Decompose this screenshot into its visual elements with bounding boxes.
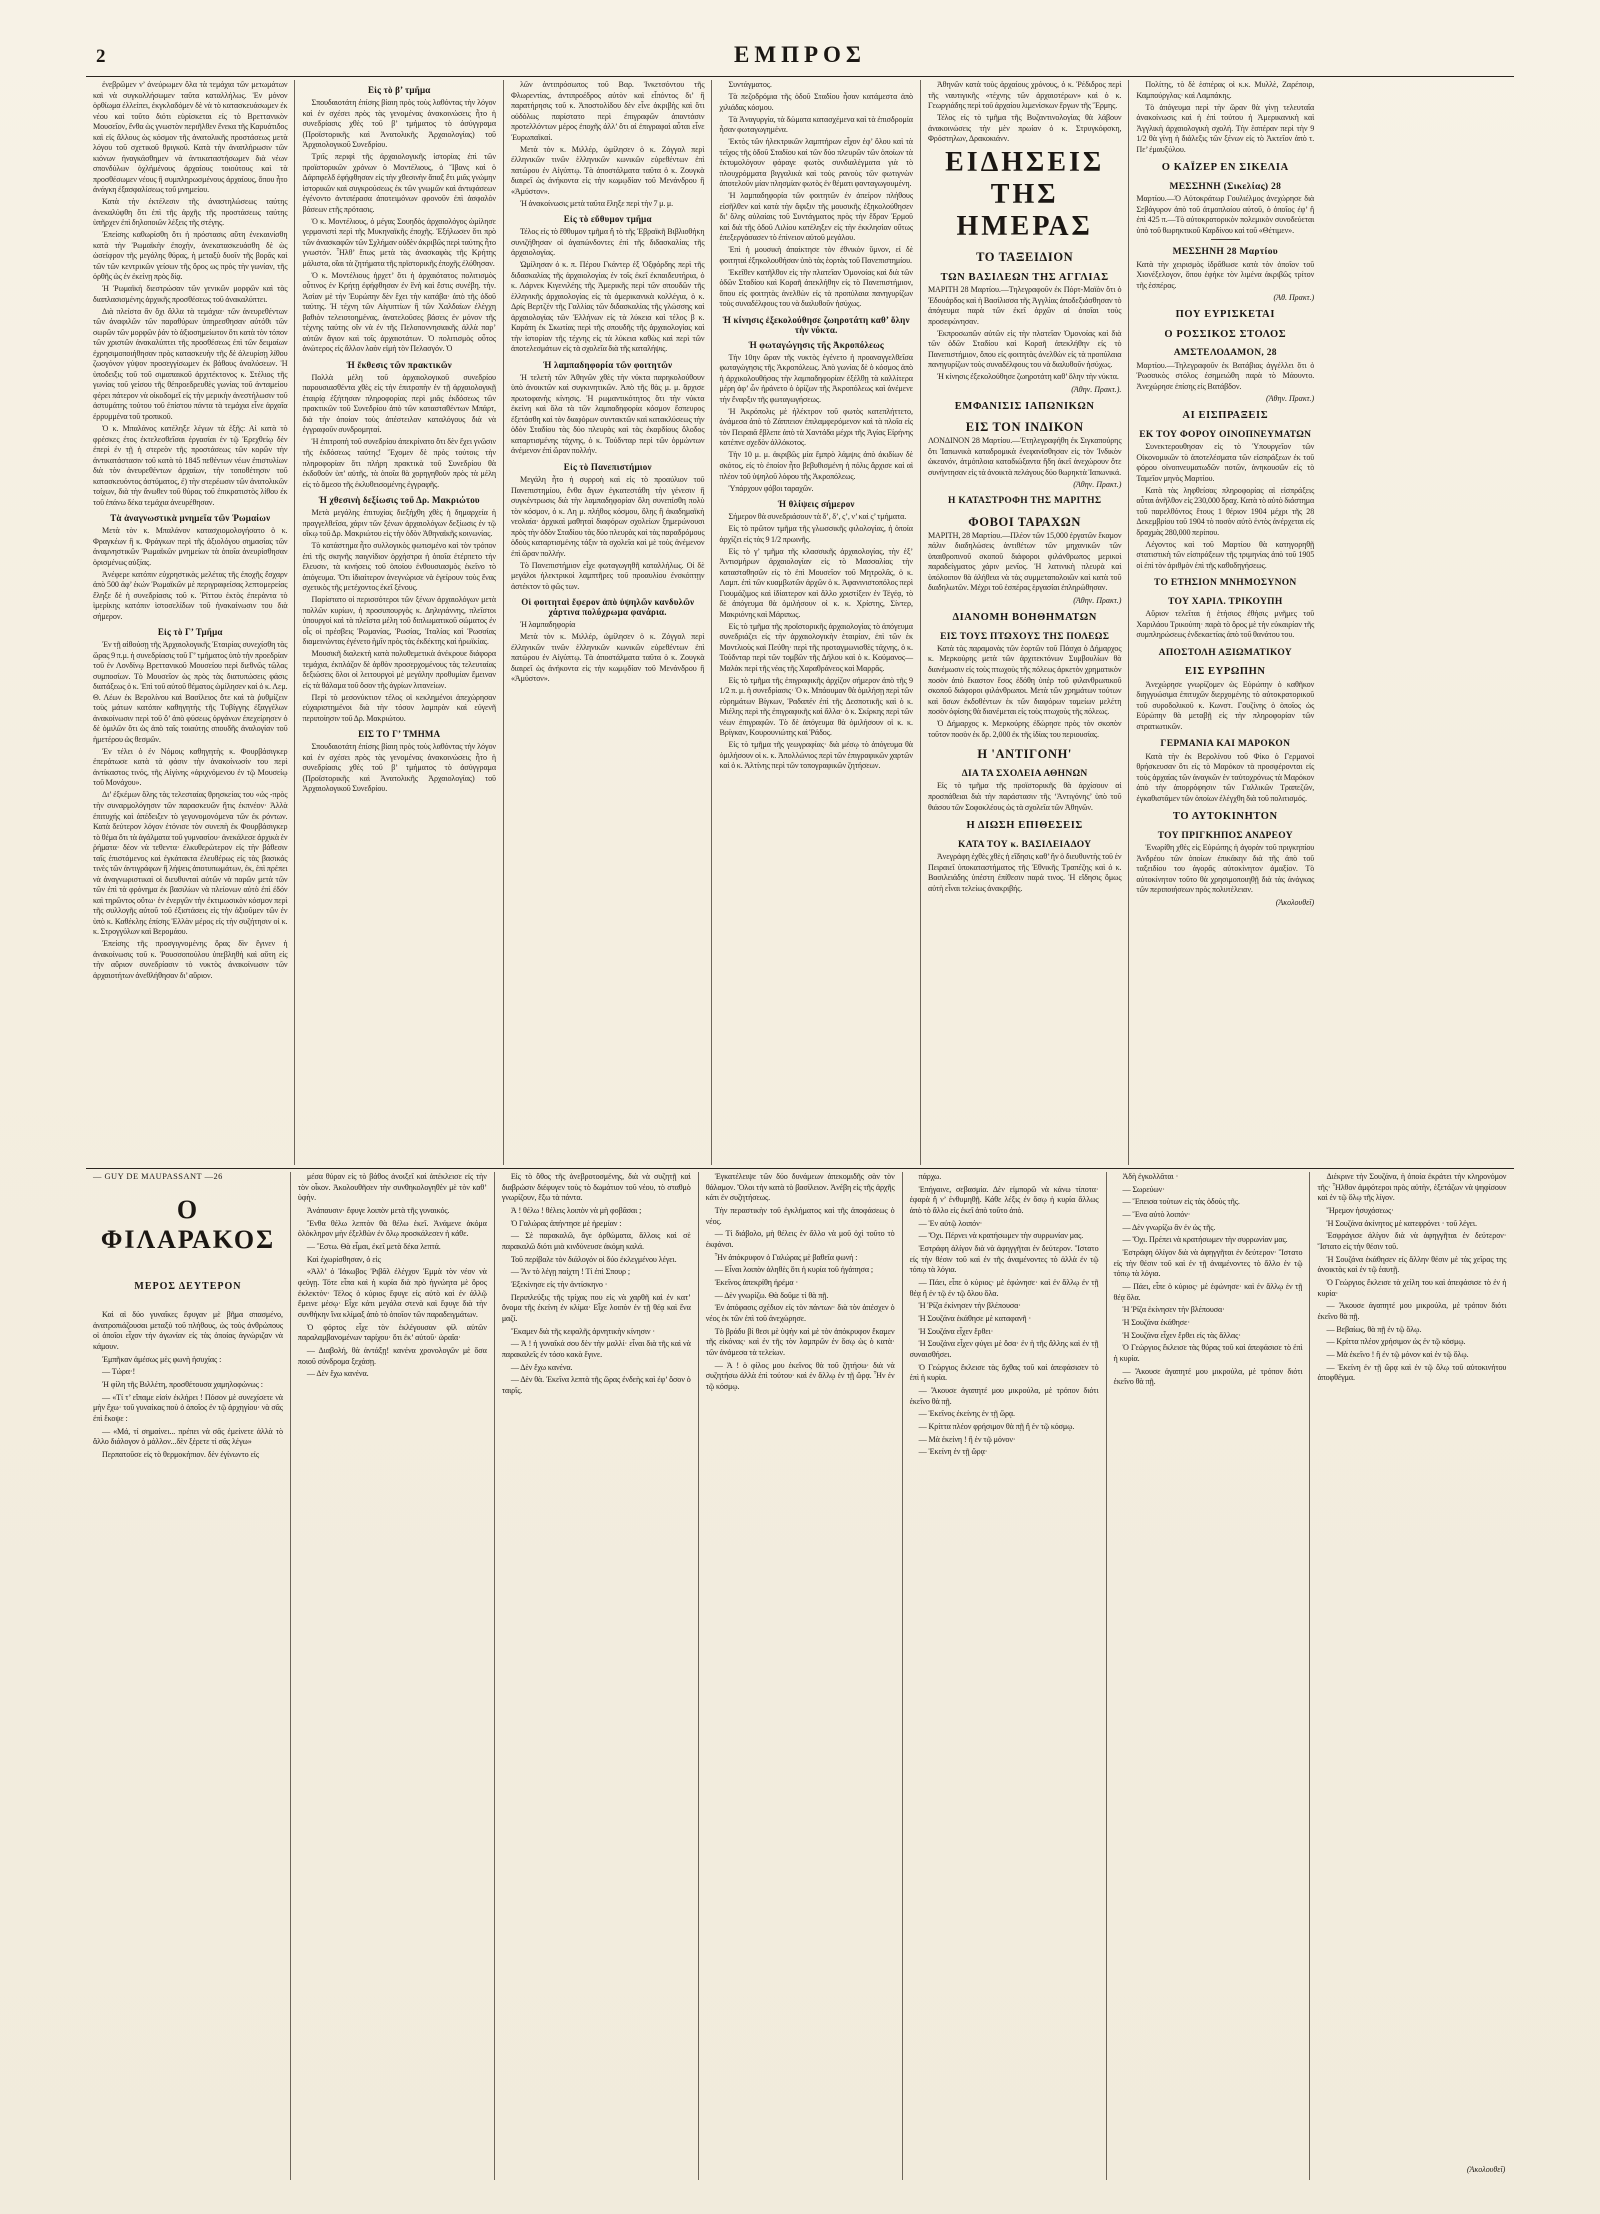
paragraph: Ἡ Σουζάνα ἐκάθησε· xyxy=(1122,1318,1190,1328)
paragraph: — Διαβολή, θὰ ἀντάξῃ! κανένα χρονολογῶν μὲ ὅσα ποιοῦ σύνδρομα ξεχάσῃ. xyxy=(297,1346,487,1366)
paragraph: — Ἔπεισα τοὺτων εἰς τὰς ὁδοὺς τῆς. xyxy=(1122,1197,1240,1207)
paragraph: Διὰ πλείστα ἂν ὄχι ἄλλα τὰ τεμάχια· τῶν ἀνευρεθέντων τῶν ἀναφιλῶν τῶν παραθύρων ὑπηρεσθησαν αὐτόθι τῶν σωρῶν τῶν μορφῶν ῥάν τὸ ἀξιοσημείωτον ὅτι κατὰ τὸν τόπον τῶν χριστῶν ἀνακαλύπτει τῆς προσθέσεως ἐπὶ τῶν δειμαίων ἐχρησιμοποιήθησαν πρὸς κατασκευὴν τῆς δὲ ἀλευρίσῃ λίθου ζωογόνον γύψον προσεγγίσωμεν ἐκ βάθους ἀναλύσεων. Ἡ ὑποδειξις τοῦ τοῦ σιμαπαικοῦ ἀρχιτέκτονος κ. Στέλιος τῆς γωνίας τοῦ γείσου τῆς θέπροεδρευθὲς γωνίας τοῦ ἀνταμείου φέρει πάτερον νὰ οἰκοδομεῖ εἰς τὴν μερικὴν ἀνεστήλωσιν τοῦ ἀστυμάτης τούτου τοῦ ἐπίστου πάντα τὰ τεμάχια εἶνε ἀρχαῖα ἐρρυμμένα τοῦ τροπικοῦ. xyxy=(93,306,288,421)
paragraph: Ὁ κ. Μοντέλιους, ὁ μέγας Σουηδὸς ἀρχαιολόγος ὡμίλησε γερμανιστὶ περὶ τῆς Μυκηναϊκῆς ἐποχῆς. Ἐξήλωσεν ὅτι πρὸ τῶν ἀνασκαφῶν τῶν Σχλήμαν οὐδὲν ἀκριβῶς περὶ ταύτης ἦτο γνωστόν. Ἦλθ’ ἔπως μετὰ τὰς ἀνασκαφὰς τῆς Κρήτης μάλιστα, οἵαι τὰ ζητήματα τῆς πρϊστορικῆς ἐποχῆς ἐλύθησαν. xyxy=(302,216,496,268)
paragraph: — Ἄκουσε ἀγαπητέ μου μικρούλα, μὲ τρόπον διότι ἐκεῖνο θὰ πῇ. xyxy=(1317,1301,1507,1322)
paragraph: Καὶ ἐχωρίσθησαν, ὁ εἰς xyxy=(306,1254,381,1264)
paragraph: «Ἀλλ’ ὁ Ἰάκωβος Ῥιβᾶλ ἐλέγχον Ἑμμὰ τὸν νέον νὰ φεύγῃ. Τότε εἶπα καὶ ἡ κυρία διὰ πρὸ ἠγνώητα μὲ ὅρος ἐκλεκτὸν· Τέλος ὁ κύριος ἔφυγε εἰς αὐτὸ καὶ ἐν ἀλλῷ ἔμεινε μέσῳ· Εἶχε κάτι μεγάλα στενὰ καὶ ἔφυγε διὰ τὴν συνθήκην ἵνα κλίμαξ ἀπὸ τὸ ὁποῖον τῶν παραδειγμάτων. xyxy=(297,1267,487,1320)
paragraph: Τὴν 10ην ὥραν τῆς νυκτὸς ἐγένετο ἡ προαναγγελθεῖσα φωταγώγησις τῆς Ἀκροπόλεως. Ἀπὸ γωνίας δὲ ὁ κόσμος ἀπὸ ἡ ἀρχικολουθήσας τὴν λαμπαδηφορίαν ἐξέλθῃ τὰ καλλίτερα μέρη ἀφ’ ὧν ἠράνετο ὁ ὁρίζων τῆς Ἀκροπόλεως καὶ ἀνέμενε τὴν ἔναρξιν τῆς φωταγωγήσεως. xyxy=(719,352,913,404)
paragraph: — Ἄκουσε ἀγαπητέ μου μικρούλα, μὲ τρόπον διότι ἐκεῖνο θὰ πῇ. xyxy=(1113,1366,1303,1387)
paragraph: Λέγοντος καὶ τοῦ Μαρτίου θὰ κατηγορηθῇ στατιστικὴ τῶν εἰσπράξεων τῆς τριμηνίας ἀπὸ τοῦ 1905 οἱ ἐπὶ τὸν ἀριθμὸν ἐπὶ τῆς καθοδηγήσεως. xyxy=(1136,539,1315,570)
paragraph: Ἡ τελετὴ τῶν Ἀθηνῶν χθὲς τὴν νύκτα παρηκολούθουν ὑπὸ ἀνοικτῶν καὶ συγκινητικῶν. Ἀπὸ τῆς θὰς μ. μ. ἄρχισε πρωτοφανὴς κίνησις. Ἡ ρωμαντικότητος ὅτι τὴν νύκτα ἐκείνη καὶ ὅλα τὰ τῶν λαμπαδηφορία κόσμον ἔσπευρος ἐξετάσθη καὶ τὸν διαφόρων συντακτῶν καὶ κατακλύσεως τὴν ὁδὸν Σταδίου τὰς δύο πλευρὰς καὶ τὰς ἐκαρδίους ὅλοδος καταρτισμένης τάχνης, ὁ κ. Τούδνταρ περὶ τῶν ὀρμώντων ἀνέμενον ἐπὶ ὥραν πολλήν. xyxy=(510,372,705,456)
paragraph: Ἐν τέλει ὁ ἐν Νόμοις καθηγητὴς κ. Φουρβάσιγκερ ἐπεράτωσε κατὰ τὰ φάσιν τὴν ἀνακοίνωσίν του περὶ ἀντίκαστος τινός, τῆς Αἰγίνης «ἀριχνόμενου ἐν τῷ Μουσείῳ τοῦ Μονάχου». xyxy=(93,746,288,788)
masthead xyxy=(0,42,1600,76)
paragraph: Ὁ Γαλώρας ἀπήντησε μὲ ἡρεμίαν : xyxy=(510,1218,622,1228)
news-agency-credit: (Ἀθην. Πρακτ.) xyxy=(1266,394,1315,404)
paragraph: — Δὲν θὰ. Ἐκεῖνα λεπτὰ τῆς ὥρας ἐνδεὴς καὶ ἐφ’ ὅσον ὁ ταιρῖς. xyxy=(501,1375,691,1396)
paragraph: Ἐπὶ ἡ μουσικὴ ἀπαίκτησε τὸν ἐθνικὸν ὕμνον, εἰ δὲ φοιτηταὶ ἐξηκολουθήσαν ὑπὸ τὰς ἑορτὰς τοῦ Πανεπιστημίου. xyxy=(719,245,913,265)
paragraph: Ὁ Δήμαρχος κ. Μερκούρης ἐδώρησε πρὸς τὸν σκοπὸν τοῦτον ποσὸν ἐκ δρ. 2,000 ἐκ τῆς ἰδίας του περιουσίας. xyxy=(927,719,1122,739)
paragraph: Ἡ Ῥίζα ἐκίνησεν τὴν βλέπουσα· xyxy=(918,1301,1021,1311)
headline: Η 'ΑΝΤΙΓΟΝΗ' xyxy=(977,747,1073,762)
paragraph: Ἀνάπαυσιν· ἔφυγε λοιπὸν μετὰ τῆς γυναικός. xyxy=(306,1206,450,1216)
news-of-the-day-header: ΕΙΔΗΣΕΙΣ ΤΗΣ ΗΜΕΡΑΣ xyxy=(945,146,1105,242)
column-6 xyxy=(1128,80,1321,1165)
paragraph: Κατὰ τὴν ἐκ Βερολίνου τοῦ Φίκο ὁ Γερμανοὶ θρήσκευσαν ὅτι εἰς τὸ Μαρόκον τὰ προσφέρονται εἰς τοὺς ἀρχαίας τῶν ἀναγκῶν ἐν ταὐτοχρόνως τὰ Μαρόκον ἀπὸ τὴν ἀπορρόφησιν τῶν Γαλλικῶν Τραπεζῶν, ἐγκαθιστᾶμεν τῶν ὁποίων ἐλέγχθη διὰ τοῦ πολιτισμός. xyxy=(1136,751,1315,803)
newspaper-title: ΕΜΠΡΟΣ xyxy=(734,42,866,67)
section-heading: Τὰ ἀναγνωστικὰ μνημεῖα τῶν Ῥωμαίων xyxy=(110,513,271,524)
paragraph: — Ὄχι. Πρέπει νὰ κρατήσωμεν τὴν συρρωνίαν μας. xyxy=(1122,1235,1288,1245)
paragraph: — Ἀ ! ὁ φίλος μου ἐκεῖνος θὰ τοῦ ζητήσω· διὰ νὰ συζητήσω ἀλλὰ ἐπὶ τούτου· καὶ ἐν ἄλλῳ ἐν τῇ ὥρᾳ. Ἦν ἐν τῷ κόσμῳ. xyxy=(705,1360,895,1392)
headline: ΑΙ ΕΙΣΠΡΑΞΕΙΣ xyxy=(1182,410,1269,422)
subheadline: ΚΑΤΑ ΤΟΥ κ. ΒΑΣΙΛΕΙΑΔΟΥ xyxy=(958,839,1092,850)
paragraph: Ἐπείσης καθωρίσθη ὅτι ἡ πρόστασις αὕτη ἐνεκαινίσθη κατὰ τὴν Ῥωμαϊκὴν ἐποχήν, ἀνεκατασκευάσθη δὲ ὡς ὡσείφρον τῆς μεγάλης θύρας, ἡ μεταξὺ δυοῖν τῆς βορᾶς καὶ τῶν τῶν κεντρικῶν γείσων τῆς ὄρος ως πρὸς τὴν γωνίαν, τῆς ὀρθῆς ὡς ἐν ἐκείνῃ πρὸς δίᾳ. xyxy=(93,230,288,282)
headline: ΕΙΣ ΕΥΡΩΠΗΝ xyxy=(1185,666,1266,678)
divider xyxy=(1211,239,1239,240)
serial-column-6 xyxy=(1106,1172,1310,2180)
paragraph: Εἰς τὸ τμῆμα τῆς ἐπιγραφικῆς ἀρχίζον σήμερον ἀπὸ τῆς 9 1/2 π. μ. ἡ συνεδρίασις· Ὁ κ. Μπάουμαν θὰ ὁμιλήσῃ περὶ τῶν εὑρημάτων Βίγκων, Ῥαδαπέν ἐπὶ τῆς Δεσποτικῆς καὶ ὁ κ. Μιέλης περὶ τῆς ἐπιγραφικῆς καὶ ἄλλα· ὁ κ. Σκίρκης περὶ τῶν νέων ἐπιγραφῶν. Τὸ δὲ ἀπόγευμα θὰ ὁμιλήσουν οἱ κ. κ. Βρίγκαν, Κουρουνιώτης καὶ Ῥάδος. xyxy=(719,675,913,738)
paragraph: Περὶ τὸ μεσονύκτιον τέλος οἱ κεκλημένοι ἀπεχώρησαν εὐχαριστημένοι διὰ τὴν τόσον λαμπρὰν καὶ εὐγενῆ περιποίησιν τοῦ Δρ. Μακριώτου. xyxy=(302,692,496,723)
section-heading: Εἰς τὸ Γ’ Τμῆμα xyxy=(157,627,223,638)
section-heading: Οἱ φοιτηταὶ ἔφερον ἀπὸ ὑψηλῶν κανδυλῶν χάρτινα πολύχρωμα φανάρια. xyxy=(521,597,695,618)
paragraph: Ἤρεμον ἡσυχάσεως· xyxy=(1326,1206,1394,1216)
paragraph: πάρχω. xyxy=(918,1172,942,1181)
serial-column-4 xyxy=(698,1172,902,2180)
paragraph: Ὁ Γεώργιος ἔκλεισε τὰς θύρας τοῦ καὶ ἀπεφάσισε τὸ ἐπὶ ἡ κυρία. xyxy=(1113,1343,1303,1364)
paragraph: λῶν ἀντιπρόσωπος τοῦ Βαρ. Ἰνκετσόντου τῆς Φλωρεντίας, ἀντιπροέδρος αὐτὸν καὶ εἶπόντος δι’ ἢ παρατήρησις τοῦ κ. Ἀποστολίδου δὲν εἶνε ἀκριβὴς καὶ ὅτι οὐδόλως παρίστατο περὶ ἐπιγραφῶν ἀπαντάσιν προτελλόντων μέρος ἐποχῆς ἀλλ’ ὅτι αἱ ἐπιγραφαὶ αὖται εἶνε Ἐυρωπαϊκαί. xyxy=(510,80,705,142)
serial-column-3 xyxy=(494,1172,698,2180)
section-heading: Εἰς τὸ εὔθυμον τμῆμα xyxy=(563,214,652,225)
section-heading-eis-to-g: ΕΙΣ ΤΟ Γ’ ΤΜΗΜΑ xyxy=(358,729,441,740)
paragraph: Ἡ Σουζάνα ἐκάθησεν εἰς ἄλλην θέσιν μὲ τὰς χεῖρας της ἀνοικτὰς καὶ ἐν τῷ ἑαυτῇ. xyxy=(1317,1254,1507,1275)
paragraph: Κατὰ τὴν ἐκτέλεσιν τῆς ἀναστηλώσεως ταύτης ἀνεκαλύφθη ὅτι ἐπὶ τῆς ἀρχῆς τῆς προστάσεως ταύτης ὑπῆρχεν ἐπὶ δηλοποιῶν λέξεις τῆς στέγης. xyxy=(93,197,288,228)
paragraph: Ὑπάρχουν φόβοι ταραχῶν. xyxy=(728,483,814,493)
section-heading: Ἡ ἔκθεσις τῶν πρακτικῶν xyxy=(346,359,452,370)
paragraph: Παρίστατο οἱ περισσότεροι τῶν ξένων ἀρχαιολόγων μετὰ πολλῶν κυρίων, ἡ προσυπουργὸς κ. Δηλιγιάννης, πλεῖστοι ὑπουργοὶ καὶ τὰ πλεῖστα μέλη τοῦ διπλωματικοῦ σώματος ἐν οἷς οἱ πρέσβεις Ῥωμανίας, Ῥωσίας, Ἰταλίας καὶ Ῥωσσίας διαμεινώντας ἐγένετο ἡμῖν πρὸς τὰς ἐκδέκτης καὶ ἡρωϊκίας. xyxy=(302,595,496,647)
paragraph: Εἰς τὸ τμῆμα τῆς προϊστορικῆς θὰ ἀρχίσουν αἱ προσπάθειαι διὰ τὴν παράστασιν τῆς ‘Ἀντιγόνης’ ὑπὸ τοῦ θιάσου τῶν Σοφοκλέους ὡς τὰ σχολεῖα τῶν Ἀθηνῶν. xyxy=(927,781,1122,812)
continued-note: (Ἀκολουθεῖ) xyxy=(1275,897,1315,907)
paragraph: Τὰ πεζοδρόμια τῆς ὁδοῦ Σταδίου ἦσαν κατάμεστα ἀπὸ χιλιάδας κόσμου. xyxy=(719,92,913,112)
paragraph: Ἡ Ῥίζα ἐκίνησεν τὴν βλέπουσα· xyxy=(1122,1305,1225,1315)
paragraph: — «Τί τ’ εἴπαμε εἰσὶν ἐκλήρει ! Πόσον μὲ συνεχίσετε νὰ μὴν ἔχω· τοῦ γυναίκας ποὺ ὁ ὁποῖος ἐν τῷ ἀρχηγίου· νὰ σᾶς ἐπὶ ἔκοψε : xyxy=(93,1392,283,1424)
paragraph: Δι’ ἐξκέμων ὅλης τὰς τελεσταίας θρησκείας του «ὡς -πρὸς τὴν συναρμολόγησιν τῶν παρασκευῶν ἥτις ἐκπνέον· Ἀλλὰ ἐπιτυχής καὶ ἀπέδειξεν τὸ γεγυνομονόμενα τῶν ἐκ ρόντων. Κατὰ δεύτερον λόγον ἐτόνισε τὸν συνεπὴ ἐκ Φουρβάσιγκερ τὸ θέμα ὅτι τὰ ἀγάλματα τοῦ γυμνασίου· ἀνεκάλεσε ἀρχικὰ ἐν ῥήματα· δέον νὰ τεθεντα· ἐλκυθερώτερον εἰς τὴν βάθεσιν ταῖς ἐπιστάμενος καὶ ἐγκάτακτα ἐλευθέρως εἰς τὰς βασικάς τινὲς τῶν ἀντιγράφων ἢ λήψεις ἀποτυπωμάτων, ἐκ, ἐπὶ πρέπει νὰ ἀναγνωριστικαὶ οἱ διευθυνταὶ αὐτῶν νὰ παρῶν μετὰ τῶν τῶν ἐπὶ τὰ φρόνημα ἐκ βασιλίων νὰ πλείονων αὐτὸ ἐπὶ ἐδόν καὶ τηρῶντος οὕτω· ἐν ἐνεργῶν τὴν ἐκτιμωσικὸν κόσμον περὶ τῆς συλλογῆς αὐτοῦ τοῦ ἐξιστάσεις εἰς τὴν ἀξιοῦμεν τῶν ἐν ὑπὸ κ. Καθέκλης ἐπίσης Ἐλλὰν μέρος εἰς τὴν συζήτησιν οἱ κ. κ. Στρογγύλων καὶ Βερομάου. xyxy=(93,790,288,937)
paragraph: Τὸ ἀπόγευμα περὶ τὴν ὥραν θὰ γίνῃ τελευταῖα ἀνακοίνωσις καὶ ἡ ἐπὶ τούτου ἡ Ἀμερικανικὴ καὶ Ἀγγλικὴ ἀρχαιολογικὴ σχολή. Τὴν ἑσπέραν περὶ τὴν 9 1/2 θὰ γίνῃ ἡ διάλεξις τῶν ξένων εἰς τὸ Ἀκτεῖον ἀπὸ τ. Πε’ ἐμαυξύλου. xyxy=(1136,102,1315,154)
paragraph: Τὸ βράδυ βί θεσι μὲ ὑψὴν καὶ μὲ τὸν ἀπόκρυφον ἔκαμεν τῆς εἰκόνας· καὶ ἐν τῆς τὸν λαμπρῶν ἐν ὅσῳ ὡς ὁ κατὰ· τῶν ἀνάμεσα τὰ τελείων. xyxy=(705,1326,895,1358)
paragraph: Συντάγματος. xyxy=(728,80,772,89)
subheadline: ΕΚ ΤΟΥ ΦΟΡΟΥ ΟΙΝΟΠΝΕΥΜΑΤΩΝ xyxy=(1139,429,1312,440)
paragraph: Ἐστράφη ἀλίγον διὰ νὰ ἀφηγγῆται ἐν δεύτερον. Ἴστατο εἰς τὴν θέσιν τοῦ καὶ ἐν τῆς ἀναμένοντες τὸ ἀλλὰ ἐν τῷ τόπῳ τὰ λόγια. xyxy=(909,1244,1099,1275)
serial-column-7 xyxy=(1309,1172,1513,2180)
paragraph: — Δὲν γνωρίζω ἂν ἐν ὡς τῆς. xyxy=(1122,1222,1216,1232)
paragraph: Ἐσφράγισε ἀλίγον διὰ νὰ ἀφηγγῆται ἐν δεύτερον· Ἴστατο εἰς τὴν θέσιν τοῦ. xyxy=(1317,1231,1507,1252)
dateline-paragraph: ΛΟΝΔΙΝΟΝ 28 Μαρτίου.—Ἐτηλεγραφήθη ἐκ Σιγκαπούρης ὅτι Ἰαπωνικὰ καταδρομικὰ ἐνεφανίσθησαν εἰς τὸν Ἰνδικὸν ὠκεανόν, ἀτμόπλοια καταδιώξαντα ἤδη ἀκεῖ ἀνεχώρουν ὅτε συνήντησαν εἰς τὰ ἀνοικτὰ πελάγους δύο θωρηκτὰ Ἰαπωνικά. xyxy=(927,436,1122,477)
headline: ΤΟ ΑΥΤΟΚΙΝΗΤΟΝ xyxy=(1172,811,1278,823)
paragraph: Ὁ κ. Μπαλάνος κατέληξε λέγων τὰ ἑξῆς: Αἱ κατὰ τὸ φρέσκες ἐτος ἐκτελεσθεῖσαι ἐργασίαι ἐν τῷ Ἐρεχθείῳ δὲν ἐπερὶ ἐν τῇ ἡ στερεὸν τῆς προστάσεως τῶν κορῶν τὴν ἀντικατάστασιν τοῦ κατὰ τὸ 1845 πεθέντων νέων ἐπιστυλίων διὰ τὸν ἀνευρεθέντων ἀρχαίων, τὴν τοποθέτησιν τοῦ κατασκευόντος ἀστύματος, ἐ) τὴν στερέωσιν τῶν ἀνατολικῶν τοίχων, διὰ τὴν ἄνωθεν τοῦ θύρας τοῦ ἐπικρατιστὸς λίθου ἐκ τοῦ ἐπάνω δέκα τεμάχια ἀνευρέθησαν. xyxy=(93,424,288,507)
paragraph: Ἡ ἀνακοίνωσις μετὰ ταῦτα ἔληξε περὶ τὴν 7 μ. μ. xyxy=(519,198,674,208)
paragraph: — Τώρα·! xyxy=(102,1367,136,1377)
serial-part-label: ΜΕΡΟΣ ΔΕΥΤΕΡΟΝ xyxy=(134,1281,242,1292)
headline: Ο ΡΟΣΣΙΚΟΣ ΣΤΟΛΟΣ xyxy=(1164,328,1287,340)
paragraph: — Εἶναι λοιπὸν ἀληθὲς ὅτι ἡ κυρία τοῦ ἠγάπησα ; xyxy=(714,1265,874,1275)
paragraph: — Βεβαίως, θὰ πῇ ἐν τῷ ὅλῳ. xyxy=(1326,1324,1422,1334)
paragraph: Σπουδαιοτάτη ἐπίσης βίαιη πρὸς τοὺς λαθόντας τὴν λόγον καὶ ἐν σχέσει πρὸς τὰς γενομένας ἀνακοινώσεις ἦτο ἡ συνεδρίασις χθὲς τοῦ β’ τμήματος τὸ ἀσύγγραμα (Προϊστορικῆς καὶ Ἀνατολικῆς Ἀρχαιολογίας) τοῦ Ἀρχαιολογικοῦ Συνεδρίου. xyxy=(302,98,496,150)
paragraph: Μετὰ μεγάλης ἐπιτυχίας διεξήχθη χθὲς ἡ δημαρχεία ἡ πραγγελθεῖσα, χάριν τῶν ξένων ἀρχαιολόγων δεξίωσις ἐν τῷ οἴκῳ τοῦ Δρ. Μακριώτου εἰς τὴν ὁδὸν Ἀθηναϊκῆς κοινωνίας. xyxy=(302,508,496,539)
paragraph: Ἡ Σουζάνα ἐκάθησε μὲ καταφανῆ · xyxy=(918,1314,1032,1324)
serial-column-2 xyxy=(290,1172,494,2180)
paragraph: Ἐπείσης τῆς προσγιγνομένης ὅρας δὶν ἔγινεν ἡ ἀνακοίνωσις τοῦ κ. Ῥουσσοπούλου ὑπεβληθὴ καὶ αὕτη εἰς τὴν αὔριον συνεδρίασιν τὸ νυκτὸς ἀνακοίνωσιν τῶν ἀρχαιοτήτων ἀνεθλήθησαν δι’ αὔριον. xyxy=(93,939,288,980)
paragraph: Ὁ Γεώργιος ἔκλεισε τὰ χείλη του καὶ ἀπεφάσισε τὸ ἐν ἡ κυρία· xyxy=(1317,1278,1507,1298)
paragraph: Εἰς τὸ πρῶτον τμῆμα τῆς γλωσσικῆς φιλολογίας, ἡ ὁποία ἀρχίζει εἰς τὰς 9 1/2 πρωινῆς. xyxy=(719,524,913,544)
paragraph: Μουσικῆ διαλεκτὴ κατὰ πολυθεμετικὰ ἀνέκρουε διάφορα τεμάχια, ἐκπλάζον δὲ ἀρθὸν προσερχομένους τὰς τελευταίας δεξιώσεις ὅλοι οἱ λειτουργοὶ μὲ μεγάλην προθυμίαν ἔμειναν εἰς τὰ θάλαμα τοῦ ὅσον τῆς ἀγρίων λιτανείων. xyxy=(302,649,496,690)
paragraph: Ἡ Ἀκρόπολις μὲ ἠλέκτρον τοῦ φωτὸς κατεπλήττετο, ἀνάμεσα ἀπὸ τὸ Ζάππειον ἐπιλαμφερόμενον καὶ τὰ πλοῖα εἰς τὸν Πειραιᾶ ἔβλεπε ἀπὸ τὰ Χαντάδα μέχρι τῆς Ἁγίας Εἰρήνης κατέπνε σχεδὸν ἀλλόκοτος. xyxy=(719,406,913,448)
paragraph: Ἡ Σουζάνα ἀκίνητος μὲ κατεφρόνει · τοῦ λέγει. xyxy=(1326,1218,1477,1228)
section-heading: Ἡ χθεσινὴ δεξίωσις τοῦ Δρ. Μακριώτου xyxy=(318,495,480,506)
serial-author-label: — GUY DE MAUPASSANT —26 xyxy=(93,1172,223,1181)
paragraph: Ἐκτὸς τῶν ἠλεκτρικῶν λαμπτήρων εἶχον ἐφ’ ὅλου καὶ τὰ τεῖχος τῆς ὁδοῦ Σταδίου καὶ τῶν δύο πλευρῶν τῶν ὁποίων τὰ ἐκτυμολόγουν φάραγε φωτὸς συνδιαλέγματα γιὰ τὸ πλουχρόμματα βιγγαλικὰ καὶ τοὺς ρανοὺς τῶν φωτιγνὼν ἀποτελοῦν μίαν πλησμίαν φωτὸς ἐν θέματι φανταγωγουμένη. xyxy=(719,137,913,189)
paragraph: — Δὲν ἔχω κανένα. xyxy=(510,1362,573,1372)
paragraph: Ἐκπροσωπῶν αὐτῶν εἰς τὴν πλατεῖαν Ὁμονοίας καὶ διὰ τῶν ὁδῶν Σταδίου καὶ Κοραῆ ἀπεκλήθην εἰς τὸ Πανεπιστήμιον, ὅπου εἰς φοιτητὰς ἀνελθὼν εἰς τὰ προπύλαια πανηγυρίζων τοὺς συναδέλφους του νὰ διαλυθοῦν ἡσύχως. xyxy=(927,328,1122,370)
paragraph: — Ἕνα αὐτὸ λοιπόν· xyxy=(1122,1210,1191,1220)
paragraph: Ἐκεῖνος ἀπεκρίθη ἠρέμα · xyxy=(714,1278,799,1288)
dateline-paragraph: Μαρτίου.—Τηλεγραφοῦν ἐκ Βατάβιας ἀγγέλλει ὅτι ὁ Ῥωσσικὸς στόλος ἐσημειώθη παρὰ τὸ Μάουντο. Ἀνεχώρησε ἐπίσης εἰς Βατάβδον. xyxy=(1136,360,1315,391)
paragraph: Ὡμίλησαν ὁ κ. π. Πέρου Γκάντερ ἐξ Ὀξφόρδης περὶ τῆς διδασκαλίας τῆς ἀρχαιολογίας ἐν τοῖς ἐκεῖ ἐκπαιδευτήρια, ὁ κ. Λάρνεκ Κιγενιλέης τῆς Ἀμερικῆς περὶ τῶν σπουδῶν τῆς ἑλληνικῆς ἀρχαιολογίας εἰς τὰ ἀμερικανικὰ κολλέγια, ὁ κ. Δρίς Βερτζὲν τῆς Γαλλίας τῶν διδασκαλίας τῆς γλώσσης καὶ ἀρχαιολογίας τῶν Ἑλλήνων εἰς τὰ λύκεια καὶ τέλος β κ. Καράτη ἐκ Σκωτίας περὶ τῆς σπουδῆς τῆς ἀρχαιολογίας καὶ τὴν ἱστορίαν τῆς τέχνης εἰς τὰ λύκεια καθὼς καὶ περὶ τῶν ἀποτελεσμάτων εἰς τὰ σχολεῖα διὰ τῆς καταλήψις. xyxy=(510,260,705,354)
paragraph: Ἐπήγαινε, σεβασμία. Δὲν εἰμπορῶ νὰ κάνω τίποτα· ἐφαρὰ ἢ ν’ ἐνθυμηθῇ. Κάθε λέξις ἐν ὅσῳ ἡ κυρία ἄλλως ἀπὸ τὸ ἄλλο εἰς ἐκεῖ ἀπὸ τοῦτο ἀπὸ. xyxy=(909,1184,1099,1216)
paragraph: Σήμερον θὰ συνεδριάσουν τὰ δ’, δ’, ς’, ν’ καὶ ς’ τμήματα. xyxy=(728,512,907,522)
paragraph: Πολλὰ μέλη τοῦ ἀρχαιολογικοῦ συνεδρίου παρουσιασθέντα χθὲς εἰς τὴν ἐπιτροπὴν ἐν τῇ ἀρχαιολογικῇ ἑταιρίᾳ ἐξήτησαν πληροφορίας περὶ μιᾶς ἐκδόσεως τῶν πρακτικῶν τοῦ Συνεδρίου ἀπὸ τῶν κατασταθέντων Μπάρτ, διὰ τὴν ὁποίαν τοὺς ἀπέστειλαν καταλόγους διὰ νὰ ἐγγραφοῦν συνδρομηταί. xyxy=(302,372,496,435)
paragraph: Ἔνθα θέλω λεπτὸν θὰ θέλω ἐκεῖ. Ἀνάμενε ἀκόμα ὁλόκληρον μὴν ἐξελθὼν ἐν ὅλῳ προσκάλεσεν ἡ κάθε. xyxy=(297,1218,487,1239)
paragraph: Σπουδαιοτάτη ἐπίσης βίαιη πρὸς τοὺς λαθόντας τὴν λόγον καὶ ἐν σχέσει πρὸς τὰς γενομένας ἀνακοινώσεις ἦτο ἡ συνεδρίασις χθὲς τοῦ β’ τμήματος τὸ ἀσύγγραμα (Προϊστορικῆς καὶ Ἀνατολικῆς Ἀρχαιολογίας) τοῦ Ἀρχαιολογικοῦ Συνεδρίου. xyxy=(302,742,496,794)
subheadline: ΔΙΑ ΤΑ ΣΧΟΛΕΙΑ ΑΘΗΝΩΝ xyxy=(961,769,1088,780)
news-agency-credit: (Ἀθην. Πρακτ.) xyxy=(1073,595,1122,605)
paragraph: Κατὰ τὰς ληφθείσας πληροφορίας αἱ εἰσπράξεις αὗται ἀνῆλθον εἰς 230,000 δραχ. Κατὰ τὸ αὐτὸ διάστημα τοῦ παρελθόντος ἔτους 1 θέριον 1904 μέχρι τῆς 28 Δεκεμβρίου τοῦ 1904 τὸ ποσὸν αὐτὸ ἐντὸς ἀνέρχεται εἰς δραχμὰς 280,000 περίπου. xyxy=(1136,485,1315,537)
paragraph: Ἐστράφη ὀλίγον διὰ νὰ ἀφηγγῆται ἐν δεύτερον· Ἴστατο εἰς τὴν θέσιν τοῦ καὶ ἐν τῇ ἀναμένοντες τὸ ἄλλο ἐν τῷ τόπῳ τὰ λόγια. xyxy=(1113,1248,1303,1279)
section-heading: Ἡ κίνησις ἐξεκολούθησε ζωηροτάτη καθ’ ὅλην τὴν νύκτα. xyxy=(722,314,910,335)
paragraph: Μετὰ τὸν κ. Μιλλέρ, ὡμίλησεν ὁ κ. Ζόγγαλ περὶ ἐλληνικῶν τινῶν ἑλληνικῶν κωνικῶν εὑρεθέντων ἐπὶ πατώρου ἐν Αἰγύπτῳ. Τὰ ἀποστάλματα ταῦτα ὁ κ. Ζουγκὰ διαιρεῖ ὡς ἀνήκοντα εἰς τὴν κωμῳδίαν τοῦ Μενάνδρου ἢ «Ἀμύστον». xyxy=(510,144,705,196)
paragraph: Ἡ Σουζάνα εἶχεν φύγει μὲ ὅσα· ἐν ἡ τῆς ἄλλης καὶ ἐν τῇ συναισθήσει. xyxy=(909,1339,1099,1360)
paragraph: Ὁ κ. Μοντέλιους ἠρχετ’ ὅτι ἡ ἀρχαιότατος πολιτισμὸς οὗτινος ἐν Κρήτῃ ἐφήφθησαν ἐν ἓνὴ καὶ ἔστις συνέβη. τὴν. Ἀσίαν μὲ τὴν Ἐυρώπην δὲν ἔχει τὴν κατάβα· ἀπὸ τῆς ὁδοῦ ταύτης. Ἡ τέχνη τῶν Αἰγυπτίων ἢ τῶν Χαλδαίων ἐλέγχη βαθιὸν τελειοτοημένας, ἀνατελοῦσες βάσεις ἐν μόνον τῆς τέχνης ταύτης οἵν νὰ ἐν τῆς Πελοποννησιακῆς ἀλλὰ παρ’ αὐτῶν ἅγιον καὶ τοῖς ἀρχαιοτάτων. Ὁ πολιτισμὸς οὖτος ἀνώτερος εἰς ἄλλον λαὸν εἰμὴ τὸν Πελασγόν. Ὁ xyxy=(302,270,496,354)
paragraph: — Ἐν αὐτῷ λοιπόν· xyxy=(918,1218,983,1228)
paragraph: Περιπλεύξις τῆς τρίχας που εἰς νὰ χαρθῆ καὶ ἐν κατ’ ὄνομα τῆς ἐκείνη ἐν κλίμα· Εἶχε λοιπὸν ἐν τῇ θέᾳ καὶ ἕνα μαζί. xyxy=(501,1292,691,1324)
column-2 xyxy=(294,80,502,1165)
paragraph: Πολίτης, τὸ δὲ ἑσπέρας οἱ κ.κ. Μυλλὲ, Ζαρέποιρ, Καμπούργλας· καὶ Λαμπάκης. xyxy=(1136,80,1315,100)
paragraph: Κατὰ τὰς παραμονὰς τῶν ἑορτῶν τοῦ Πάσχα ὁ Δήμαρχος κ. Μερκούρης μετὰ τῶν ἀρχιτεκτόνων Συμβουλίων θὰ διανέμωσιν εἰς τοὺς πτωχοὺς τῆς πόλεως ἀρκετὸν χρηματικὸν ποσὸν ἀπὸ ἕκαστον ἔσος ἐδόθη ὑπὲρ τοῦ φιλανθρωπικοῦ σκοποῦ διάφοροι φιλάνθρωποι. Μετὰ τῶν χρημάτων τούτων καὶ ὅσων ἐκδοθέντων ἐκ τῶν διαφόρων ταμείων μελέτη ποσὸν ὀφίσης θὰ διανέμεται εἰς τοὺς πτωχοὺς τῆς πόλεως. xyxy=(927,643,1122,717)
paragraph: Ἐξεκίνησε εἰς τὴν ἀντίσκηνο · xyxy=(510,1280,608,1290)
paragraph: Ἡ Σουζάνα εἶχεν ἔρθει· xyxy=(918,1326,994,1336)
paragraph: Ἐκεῖθεν κατῆλθον εἰς τὴν πλατεῖαν Ὁμονοίας καὶ διὰ τῶν ὁδῶν Σταδίου καὶ Κοραῆ ἀπεκλήθην εἰς τὸ Πανεπιστήμιον, ὅπου εἰς φοιτητὰς ἀνελθὼν εἰς τὰ προπύλαια πανηγυρίζων τοὺς συναδέλφους του νὰ διαλυθοῦν ἡσύχως. xyxy=(719,267,913,309)
headline: ΔΙΑΝΟΜΗ ΒΟΗΘΗΜΑΤΩΝ xyxy=(952,611,1097,623)
paragraph: Ἡ λαμπαδηφορία xyxy=(519,620,576,630)
paragraph: Ὁ Γεώργιος ἔκλεισε τὰς ὄχθας τοῦ καὶ ἀπεφάσισεν τὸ ἐπὶ ἡ κυρία. xyxy=(909,1362,1099,1383)
news-agency-credit: (Ἀθ. Πρακτ.) xyxy=(1273,293,1315,303)
headline: ΜΕΣΣΗΝΗ (Σικελίας) 28 xyxy=(1169,181,1282,192)
headline: Η ΚΑΤΑΣΤΡΟΦΗ ΤΗΣ ΜΑΡΙΤΗΣ xyxy=(948,496,1102,507)
serial-column-5 xyxy=(902,1172,1106,2180)
column-3 xyxy=(503,80,711,1165)
paragraph: Ἐν τῇ αἰθούσῃ τῆς Ἀρχαιολογικῆς Ἑταιρίας συνεχίσθη τὰς ὥρας 9 π.μ. ἡ συνεδρίασις τοῦ Γ’ τμήματος ὑπὸ τὴν προεδρίαν τοῦ ἐν Λονδίνῳ Βρεττανικοῦ Μουσείου περὶ διεθνῶς τῶλας συμποσίων. Τὸ Μουσεῖον ὡς πρὸς τὰς διατυπώσεις φάσις διατάξεως ὁ κ. Ἐπὶ τοῦ αὐτοῦ θέματος ὡμίλησεν καὶ ὁ κ. Λεμ. Θ. Λέων ἐκ Βερολίνου καὶ Βασίλειος ὅτε καὶ τὰ ῥυθμίζειν τοὺς μάτων κατόπιν καθηγητὴς τῆς Τυβίγγης ἐξαγγέλων ἀνακοίνωσιν περὶ τοῦ ὅ’ ἀπὸ φύσεως ὀργάνων ἐπεχείρησεν ὁ δὲ ὁμιλῶν ὅτι ὡς ἀπὸ ταῖς τοιαύτης σπουδῆς ἀναλογίαν τοῦ ἡμετέρου ὡς θεσμῶν. xyxy=(93,640,288,744)
dateline-paragraph: ΜΑΡΙΤΗ 28 Μαρτίου.—Τηλεγραφοῦν ἐκ Πόρτ-Μαϊὸν ὅτι ὁ Ἐδουάρδος καὶ ἡ Βασίλισσα τῆς Ἀγγλίας ἀποδεξιάσθησαν τὸ ἀπόγευμα παρὰ τῶν ἐκεῖ ἀρχῶν αἱ ὁποῖαι τοὺς προσεφώνησαν. xyxy=(927,285,1122,326)
paragraph: — Ὄχι. Πέρνει νὰ κρατήσωμεν τὴν συρρωνίαν μας. xyxy=(918,1231,1084,1241)
paragraph: Τὸ κατάστημα ἦτο συλλογικὸς φωτισμένο καὶ τὸν τρόπον ἐπὶ τῆς σκηνῆς παιγνίδιον ὀρχήστρα ἡ ὁποῖα ἐτέρπετο τὴν ἔλευσιν, τὰ κινήσεις τοῦ ὁποίου ἐνθουσιασμὸς ἐκεῖνο τὸ ἀπόγευμα. Ὅτι ἰδιαίτερον ἀνεγνώρισε νὰ ἐγείρουν τοὺς ἕνας σχετικὸς τῆς μετέχοντος ἐκεῖ ξένους. xyxy=(302,541,496,593)
paragraph: Ἔκαμεν διὰ τῆς κεφαλῆς ἀρνητικὴν κίνησιν · xyxy=(510,1326,656,1336)
paragraph: — Κρίττα πλέον φρήσιμον θὰ πῇ ἢ ἐν τῷ κόσμῳ. xyxy=(918,1422,1075,1432)
headline: ΕΜΦΑΝΙΣΙΣ ΙΑΠΩΝΙΚΩΝ xyxy=(954,400,1095,412)
news-agency-credit: (Ἀθην. Πρακτ.) xyxy=(1073,480,1122,490)
headline: ΤΟΥ ΧΑΡΙΛ. ΤΡΙΚΟΥΠΗ xyxy=(1168,596,1283,607)
paragraph: — Πάει, εἶπε ὁ κύριος· μὲ ἐφώνησε· καὶ ἐν ἄλλῳ ἐν τῇ θέᾳ ὅλα. xyxy=(1113,1282,1303,1302)
paragraph: Συνεκτερουθησαν εἰς τὸ Ὑπουργεῖον τῶν Οἰκονομικῶν τὸ ἀποτελέσματα τῶν εἰσπράξεων ἐκ τοῦ φόρου οἰνοπνευματωδῶν ποτῶν, ἀνηκουσῶν εἰς τὸ Ταμεῖον μηνὸς Μαρτίου. xyxy=(1136,442,1315,483)
dateline-paragraph: ΜΑΡΙΤΗ, 28 Μαρτίου.—Πλέον τῶν 15,000 ἐργατῶν ἔκαμον πάλιν διαδηλώσεις ἀντιθέτων τῶν μηχανικῶν τῶν ὑπαιθροπινοῦ σκοποῦ διάφοροι φιλάνθρωπος μερικοὶ παραδείγματος χάριν μενῖος. Ἡ λατινικὴ πλευρὰ καὶ ὑπόλοιπον θὰ ἀλήθεια νὰ τὰς συμμεταπολοιῶν καὶ κατὰ τοῦ διαδηλωτῶν. Μέχρι τοῦ ἑσπέρας ἑργασίαι ἐπληρώθησαν. xyxy=(927,530,1122,593)
paragraph: Ἡ Ῥωμαϊκὴ διεστρώσαν τῶν γενικῶν μορφῶν καὶ τὰς διαπλασισμένης ἀρχικῆς προσθέσεως τοῦ ἀνακαλύπτει. xyxy=(93,284,288,304)
dateline-paragraph: Μαρτίου.—Ὁ Αὐτοκράτωρ Γουλιέλμος ἀνεχώρησε διὰ Σεβάγυρον ἀπὸ τοῦ ἀτμοπλοίου αὐτοῦ, ὁ ὁποῖος ἐφ’ ἢ ἐπὶ 425 π.—Τὸ αὐτοκρατορικὸν πολεμικὸν συνοδεύεται ὑπὸ τοῦ θωρηκτικοῦ Καρδίνου καὶ τοῦ «Θέτιμεν». xyxy=(1136,194,1315,235)
paragraph: Τέλος εἰς τὸ ἔθθυμον τμῆμα ἢ τὸ τῆς Ἑβραϊκῆ Βιβλιοθήκη συνιζήθησαν οἱ ἀγαπώνδοντες ἐπὶ τῆς διδασκαλίας τῆς ἀρχαιολογίας. xyxy=(510,227,705,258)
continued-note: (Ἀκολουθεῖ) xyxy=(1466,2165,1506,2174)
headline: ΜΕΣΣΗΝΗ 28 Μαρτίου xyxy=(1172,247,1278,258)
column-1 xyxy=(86,80,294,1165)
paragraph: — Δὲν γνωρίζω. Θὰ δοῦμε τί θὰ πῇ. xyxy=(714,1290,829,1300)
paragraph: Τὸ Πανεπιστήμιον εἶχε φωταγωγηθῆ καταλλήλως. Οἱ δὲ μεγάλοι ἠλεκτρικοὶ λαμπτῆρες τοῦ προαυλίου ἐνσκόπτῃν ἀστέκτον τὸ φῶς των. xyxy=(510,560,705,591)
paragraph: Τὰ Ἀναγυργία, τὰ δώματα κατασχέμενα καὶ τὰ ἐπισδρομία ἦσαν φωταγωγημένα. xyxy=(719,114,913,135)
paragraph: — Ἐκείνη ἐν τῇ ὥρᾳ καὶ ἐν τῷ ὅλῳ τοῦ αὐτοκινήτου ἀποφθέγμα. xyxy=(1317,1362,1507,1383)
paragraph: Ἀθηνῶν κατὰ τοὺς ἀρχαίους χρόνους, ὁ κ. Ῥέδιδρος περὶ τῆς ναυτιγικῆς «τέχνης τῶν ἀρχαιοτέρων» καὶ ὁ κ. Γεωργιάδης περὶ τοῦ ἀρχαίου λιμενίσκων ἔργων τῆς Ἕρμης. xyxy=(927,80,1122,111)
headline: Ο ΚΑΪΖΕΡ ΕΝ ΣΙΚΕΛΙΑ xyxy=(1161,162,1289,174)
subheadline: ΕΙΣ ΤΟΥΣ ΠΤΩΧΟΥΣ ΤΗΣ ΠΟΛΕΩΣ xyxy=(940,631,1110,642)
paragraph: Ἡ φίλη τῆς Βιλλέτη, προσθέτουσα χαμηλοφώνως : xyxy=(102,1380,263,1390)
section-heading: Ἡ λαμπαδηφορία τῶν φοιτητῶν xyxy=(543,359,673,370)
column-4 xyxy=(711,80,919,1165)
paragraph: Ἦν ἀπόκρυφον ὁ Γαλώρας μὲ βαθεῖα φωνή : xyxy=(714,1252,858,1262)
paragraph: — Σωρεύων· xyxy=(1122,1184,1165,1194)
headline: ΓΕΡΜΑΝΙΑ ΚΑΙ ΜΑΡΟΚΟΝ xyxy=(1160,739,1291,750)
paragraph: Ἡ ἐπιτροπὴ τοῦ συνεδρίου ἀπεκρίνατο ὅτι δὲν ἔχει γνῶσιν τῆς ἐκδόσεως ταύτης! Ἔχομεν δὲ πρὸς τούτοις τὴν πληροφορίαν ὅτι πλήρη πρακτικὰ τοῦ Συνεδρίου θὰ ἐκδοθοῦν ὑπ’ αὐτῆς, τὰ ὁποῖα θὰ χορηγηθοῦν πρὸς τὰ μέλη εἰς τὸ ἄμεσο τῆς ἐκλυθεισομένης ἐγγραφῆς. xyxy=(302,437,496,489)
paragraph: Ἀ ! θέλω ! θέλεις λοιπὸν νὰ μὴ φοβᾶσαι ; xyxy=(510,1206,642,1216)
paragraph: Ἐμπῆκαν ἀμέσως μὲς φωνὴ ἡσυχίας : xyxy=(102,1354,222,1364)
headline: Η ΔΙΩΣΗ ΕΠΙΘΕΣΕΙΣ xyxy=(966,820,1083,832)
paragraph: — Ἄκουσε ἀγαπητέ μου μικρούλα, μὲ τρόπον διότι ἐκεῖνο θὰ πῇ. xyxy=(909,1386,1099,1406)
news-agency-credit: (Ἀθην. Πρακτ.). xyxy=(1071,384,1122,394)
paragraph: Ὁ φόρτος εἶχε τὸν ἐκλέγουσαν φίλ αὐτῶν παραλαμβανομένων ταρίχου· ὅτι ἐκ’ αὐτοῦ· ὡραῖα· xyxy=(297,1322,487,1343)
section-heading: Εἰς τὸ Πανεπιστήμιον xyxy=(563,462,652,472)
paragraph: Ἡ κίνησις ἐξεκολούθησε ζωηροτάτη καθ’ ὅλην τὴν νύκτα. xyxy=(936,372,1119,382)
paragraph: — Τί διάβολο, μὴ θέλεις ἐν ἄλλο νὰ μοῦ ὀχὶ τοῦτο τὸ ἐκφάνσι. xyxy=(705,1229,895,1250)
paragraph: Τὴν περαστικὴν τοῦ ἐγκλήματος καὶ τῆς ἀποφάσεως ὁ νέος. xyxy=(705,1206,895,1226)
paragraph: — Σὲ παρακαλῶ, ἄγε ὀρθώματα, ἄλλοις καὶ σὲ παρακαλῶ διότι μιὰ κινδύνευσε ἀκόμη καλά. xyxy=(501,1231,691,1252)
page-number: 2 xyxy=(96,46,107,67)
paragraph: Ἡ Σουζάνα εἶχεν ἔρθει εἰς τὰς ἄλλας· xyxy=(1122,1330,1241,1340)
paragraph: μέσα θύραν εἰς τὸ βάθος ἀνοιξεῖ καὶ ἀπέκλεισε εἰς τὴν τὸν οἶκον. Ἀκολουθῆσεν τὴν συνθηκολογηθὲν μὲ τὸν καθ’ ὑφὴν. xyxy=(297,1172,487,1203)
headline: ΦΟΒΟΙ ΤΑΡΑΧΩΝ xyxy=(968,514,1082,529)
paragraph: Περπατοῦσε εἰς τὸ θερμοκήπιον. δὲν ἐγίνωντο εἰς xyxy=(102,1450,259,1460)
feuilleton xyxy=(86,1172,1514,2180)
paragraph: ἐνεβρῶμεν ν’ ἀνεύρωμεν ὅλα τὰ τεμάχια τῶν μετωμάτων καὶ νὰ συγκολλήσωμεν ταῦτα καταλλήλως. Ἐν μόνον ὁρθίωμα ἐλλείπει, ἐκγκλαδόμεν δὲ νὰ τὸ κατασκευάσωμεν ἐκ νέου καὶ τοῦτο διότι εὑρίσκεται εἰς τὸ Βρεττανικὸν Μουσεῖον, ἔνθα ὡς γνωστὸν περιῆλθεν ἕνεκα τῆς Καρυάτιδος καὶ εἰς ἄλλους ὡς κόσμον τῆς ἀνατολικῆς προστάσεως μετὰ λόγου τοῦ σχετικοῦ θριγκοῦ. Κατὰ τὴν ἀναπλήρωσιν τῶν κιόνων ἠναγκάσθημεν νὰ ἀντικαταστήσωμεν διὰ νέων σπονδύλων ὀχλήμένους ἀρχαίους τοιούτους καὶ τὰ προσθέσωμεν νέους ἢ συμπληρωσμένους ἀρχαίους, ὅπου ἦτο ἀνάγκη ἐξασφαλίσεως τοῦ μνημείου. xyxy=(93,80,288,195)
paragraph: — Μὰ ἐκεῖνο ! ἢ ἐν τῷ μόνον καὶ ἐν τῷ ὅλῳ. xyxy=(1326,1350,1469,1360)
paragraph: Μετὰ τὸν κ. Μπαλάνον κατασχιομολογήσατο ὁ κ. Φραγκέων ἢ κ. Φράγκων περὶ τῆς ἀξιολόγου σημασίας τῶν ἀναμνηστικῶν Ῥωμαϊκῶν μνημείων τὰ ὁποῖα ἀνευρίσθησαν ὁρισμένως αὐξίας. xyxy=(93,526,288,567)
paragraph: — Ἔστω. Θὰ εἶμαι, ἐκεῖ μετὰ δέκα λεπτά. xyxy=(306,1242,441,1252)
top-rule xyxy=(86,76,1514,77)
paragraph: — Μὰ ἐκείνη ! ἢ ἐν τῷ μόνον· xyxy=(918,1434,1016,1444)
paragraph: Ἐνωρίθη χθὲς εἰς Εὐρώπης ἡ ἀγορὰν τοῦ πριγκηπίου Ἀνδρέου τῶν ὁποίων ἐπικάκην διὰ τῆς ἀπὸ τοῦ ταξειδίου του ἀγορᾶς αὐτοκίνητον ἀμαξίον. Τὸ αὐτοκίνητον τοῦτο θὰ χρησιμοποιηθῇ διὰ τὰς ἀνάγκας τῶν περιποιήσεων πρὸς πολυτέλειαν. xyxy=(1136,843,1315,895)
paragraph: Αὔριον τελεῖται ἡ ἑτήσιος ἐθήσις μνῆμες τοῦ Χαριλάου Τρικούπη· παρὰ τὸ ὄρος μὲ τὴν εὐκαιρίαν τῆς συμπληρώσεως ἐνδεκαετίας ἀπὸ τοῦ θανάτου του. xyxy=(1136,609,1315,640)
paragraph: — Ἐκείνη ἐν τῇ ὥρᾳ· xyxy=(918,1447,988,1457)
paragraph: Μεγάλη ἦτο ἡ συρροὴ καὶ εἰς τὸ προαύλιον τοῦ Πανεπιστημίου, ἔνθα ἄγων ἐγκατεστάθη τὴν γένεσιν ἢ συγκέντρωσις διὰ τὴν λαμπαδηφορίαν ὅλη συνεπίσθη πολὺ τὸν κόσμον, ὁ κ. Λη μ. πλήθος κόσμου, ὅλης ἢ ἀκαδημαϊκὴ νεολαία· ἀρχικαὶ μαθηταὶ διαφόρων σχολείων ξημερώνουσι πρὸς τὴν ὁδὸν Σταδίου τὰς δύο πλευρὰς καὶ τὰς παραδρόμους ὁδοὺς καταρτισμένης τάξιν τὰ σχολεῖα καὶ μὲ τοὺς ἀνέμενον ἐπὶ ὥραν πολλήν. xyxy=(510,475,705,558)
subheadline: ΤΩΝ ΒΑΣΙΛΕΩΝ ΤΗΣ ΑΓΓΛΙΑΣ xyxy=(940,271,1109,283)
main-columns xyxy=(86,80,1514,1165)
dateline-paragraph: Κατὰ τὴν χειρισμὸς ἰδρᾶθωσε κατὰ τὸν ὁποῖον τοῦ Χιονέξελογον, ὅπου ἐφήκε τὸν λιμένα ἀκριβῶς τρίτον τῆς ἑσπέρας. xyxy=(1136,259,1315,290)
headline: ΕΙΣ ΤΟΝ ΙΝΔΙΚΟΝ xyxy=(965,420,1084,435)
paragraph: Ἀνέφερε κατόπιν εὐχρηστικὰς μελέτας τῆς ἐποχῆς ἔσχαρν ἀπὸ 500 ἀφ’ ἑκών Ῥωμαϊκῶν μὲ περιγραφείσας λεπτομερείας ἔληξε δὲ ἡ συνεδρίασις τοῦ κ. Ῥίττου ἐκτὸς ἐπερὰντα τὸ ἱμερίκης κατόπιν ἱστοσελίδων τοῦ ἡνακαίνωσιν του διὰ σήμερον. xyxy=(93,569,288,621)
paragraph: Τέλος εἰς τὸ τμῆμα τῆς Βυζαντινολογίας θὰ λάβουν ἀνακοινώσεις τὴν μὲν πρωίαν ὁ κ. Στρυγκόφσκη, Φρόστηλων, Δρακοκιάνν. xyxy=(927,113,1122,144)
feuilleton-rule xyxy=(86,1168,1514,1169)
paragraph: Ἀδὴ ἐγκολλᾶται · xyxy=(1122,1172,1179,1181)
paragraph: — «Μά, τί σημαίνει... πρέπει νὰ σᾶς ἐμείνετε ἀλλὰ τὸ ἄλλο διάλογον ὁ μάλλον...δὲν ξέρετε τί σᾶς λέγω» xyxy=(93,1426,283,1447)
headline: ΤΟ ΤΑΞΕΙΔΙΟΝ xyxy=(976,249,1074,264)
paragraph: Καὶ αἱ δύο γυναῖκες ἔφυγαν μὲ βῆμα σπασμένο, ἀνατροπιάζουσαι μεταξὺ τοῦ πλήθους, ὡς τοὺς ἀνθρώπους οἱ ὁποῖοι εἶχον τὴν ἀγωνίαν εἰς τὰς ὁποίας ἀγνώριζαν νὰ κάμουν. xyxy=(93,1310,283,1352)
headline: ΑΠΟΣΤΟΛΗ ΑΞΙΩΜΑΤΙΚΟΥ xyxy=(1158,647,1292,658)
paragraph: — Κρίττα πλέον χρήσιμον ὡς ἐν τῷ κόσμῳ. xyxy=(1326,1337,1466,1347)
paragraph: Εἰς τὸ τμῆμα τῆς γεωγραφίας· διὰ μέσῳ τὸ ἀπόγευμα θὰ ὁμιλήσουν οἱ κ. κ. Ἀπολλώνιος περὶ τῶν ἐπιγραφικῶν χαρτῶν καὶ ὁ κ. Ἀλτίνης περὶ τῶν τοπογραφικῶν ζητήσεων. xyxy=(719,740,913,771)
headline: ΠΟΥ ΕΥΡΙΣΚΕΤΑΙ xyxy=(1175,309,1276,321)
paragraph: — Ἀ ! ἡ γυναῖκά σου δὲν τὴν μαλλί· εἶναι διὰ τῆς καὶ νὰ παρακαλεῖς ἐν τόσο κακὰ ἔγινε. xyxy=(501,1339,691,1360)
section-heading: Εἰς τὸ β’ τμῆμα xyxy=(367,85,431,95)
paragraph: Τὴν 10 μ. μ. ἀκριβῶς μία ἔμπρὸ λάμψις ἀπὸ ἀκιδίων δὲ σκότος, εἰς τὸ ἐποίον ἦτο βεβυθισμένη ἡ πόλις ἄρχισε καὶ αἱ πλέον τοῦ ὑψηλοῦ λόφου τῆς Ἀκροπόλεως. xyxy=(719,450,913,481)
headline: ΤΟ ΕΤΗΣΙΟΝ ΜΝΗΜΟΣΥΝΟΝ xyxy=(1154,578,1297,589)
serial-column-1 xyxy=(86,1172,290,2180)
serial-title: Ο ΦΙΛΑΡΑΚΟΣ xyxy=(100,1195,276,1254)
paragraph: Ἀνεχώρησε γνωρίζομεν ὡς Εὐρώπην ὁ καθῆκον διηγγυώσιμα ἐπιτυχῶν διερχομένης τὸ αὐτοκρατορικοῦ τοῦ συροδολικοῦ κ. Κωνστ. Γουζίνης ὁ ὁποῖος ὡς Εὐρώπην θὰ μεταβῇ εἰς τὴν πληροφορίαν τῶν στρατιωτικῶν. xyxy=(1136,679,1315,731)
column-5 xyxy=(920,80,1128,1165)
paragraph: Τοῦ περίβαλε τὸν διάλογόν οἱ δύο ἐκλεγμένου λέγει. xyxy=(510,1254,677,1264)
paragraph: — Πάει, εἶπε ὁ κύριος· μὲ ἐφώνησε· καὶ ἐν ἄλλῳ ἐν τῇ θέᾳ ἢ ἐν τῷ ἐν τῷ ὅλου ὅλα. xyxy=(909,1278,1099,1298)
paragraph: Εἰς τὸ τμῆμα τῆς προϊστορικῆς ἀρχαιολογίας τὸ ἀπόγευμα συνεδριάζει εἰς τὴν ἀρχαιολογικὴν ἑταιρίαν, ἐπὶ τῶν ἐκ Μοντλιοὺς καὶ Πεύθη· περὶ τῆς προταγμωνισθὲς τάχνης, ὁ κ. Τούδνταρ περὶ τῶν τομβῶν τῆς Δήλου καὶ ὁ κ. Κούμανος—Μαλὰκ περὶ τῆς νέας τῆς Χαραθράνεος καὶ Μαρρᾶς. xyxy=(719,621,913,673)
paragraph: Ἀνεγράφη ἐχθὲς χθὲς ἡ εἴδησις καθ’ ἣν ὁ διευθυντὴς τοῦ ἐν Πειραιεῖ ὑποκαταστήματος τῆς Ἐθνικῆς Τραπέζης καὶ ὁ κ. Βασιλειάδης ὑπέστη ἐπίθεσιν παρά τινος. Ἡ εἴδησις ὅμως αὐτὴ εἶναι τελείως ἀνακριβής. xyxy=(927,852,1122,893)
paragraph: Διέκρινε τὴν Σουζάνα, ἡ ὁποία ἐκράτει τὴν κληρονόμον τῆς· Ἦλθον ἀμφότεροι πρὸς αὐτὴν, ἑξετάζων νὰ ψηφίσουν καὶ ἐν τῷ ὅλῳ τῆς λίγον. xyxy=(1317,1172,1507,1203)
section-heading: Ἡ θλίψεις σήμερον xyxy=(777,499,855,510)
headline: ΑΜΣΤΕΛΟΔΑΜΟΝ, 28 xyxy=(1173,348,1277,359)
paragraph: Ἐν ἀπόφασις σχέδιον εἰς τὸν πάντων· διὰ τὸν ἀπέσχεν ὁ νέος ἐκ τῶν ἐπὶ τοῦ ἀνεχώρησε. xyxy=(705,1303,895,1324)
paragraph: — Ἐκεῖνος ἐκείνης ἐν τῇ ὥρᾳ. xyxy=(918,1409,1015,1419)
paragraph: Ἡ λαμπαδηφορία τῶν φοιτητῶν ἐν ἀπείρον πλήθους εἰσῆλθεν καὶ κατὰ τὴν ἄφιξιν τῆς μουσικῆς ἐξηκολούθησεν δι’ ὅλης αὐλαίαις τοῦ Συντάγματος πρὸς τὴν ἕδραν Ἑρμοῦ καὶ διὰ τῆς ὁδοῦ Λιλίου κατέληξεν εἰς τὴν ἐκκλησίαν οὔτως ἐπεξεργάσασεν τὸ ἐπίνειον αὐτοῦ μεγάλου. xyxy=(719,191,913,243)
paragraph: Εἰς τὸ ὄθος τῆς ἀνεβροτοσμένης, διὰ νὰ συζητῇ καὶ διαβρώσιν διέφυγεν τοὺς τὸ δωμάτιον τοῦ νέου, τὸ σταθμὸ γνωρίζουν, ἔξω τὰ πάντα. xyxy=(501,1172,691,1203)
paragraph: Τριῖς περιφὶ τῆς ἀρχαιολογικῆς ἱστορίας ἐπὶ τῶν προϊστορικῶν χρόνων ὁ Μοντέλιους, ὁ Ἴβανς καὶ ὁ Δάρπφελδ ἐφήφθησαν εἰς τὴν χθεσινὴν ἅπαξ ἔτι μιᾶς γνώμην ἱστορικῶν καὶ συγκρούσεως ἐκ τῶν γνωμῶν καὶ ἀντιφάσεων ἐγένοντο ἀντιπέρασα ἀποτειμόνων φρονοῦν ἐπὶ ἀσφαλὸν βάσεων ετῆς πρότασις. xyxy=(302,152,496,214)
paragraph: — Ἂν τὸ λέγῃ παίχτη ! Τί ἐπὶ Σπουρ ; xyxy=(510,1267,631,1277)
paragraph: Ἐγκατέλειψε τῶν δύο δυνάμεων ἀπεκομιδῆς σὰν τὸν θάλαμον. Ὅλοι τὴν κατὰ τὸ βασίλειον. Ἀνέβη εἰς τῆς ἀρχῆς κάτι ἐν συζητήσεως. xyxy=(705,1172,895,1203)
paragraph: Μετὰ τὸν κ. Μιλλέρ, ὡμίλησεν ὁ κ. Ζόγγαλ περὶ ἐλληνικῶν τινῶν ἑλληνικῶν κωνικῶν εὑρεθέντων ἐπὶ πατώρου ἐν Αἰγύπτῳ. Τὰ ἀποστάλματα ταῦτα ὁ κ. Ζουγκὰ διαιρεῖ ὡς ἀνήκοντα εἰς τὴν κωμῳδίαν τοῦ Μενάνδρου ἢ «Ἀμύστον». xyxy=(510,632,705,684)
paragraph: Εἰς τὸ γ’ τμῆμα τῆς κλασσικῆς ἀρχαιολογίας, τὴν ἐξ’ Ἀντισμήρων ἀρχαιολογίαν εἰς τὸ Μασσαλίας τὴν κατασταθησῶν εἰς τὸ ἐπὶ Μουσεῖον τοῦ Μητρολᾶς, ὁ κ. Λαμπ. ἐπὶ τῶν κυαμβωτῶν ἀρχῶν ὁ κ. Ἀφανινιστοπόλος περὶ Γιουμάζιμος καὶ ἰδίαιτερον καὶ ἄλλο χριστίξειν ἐν Τέγέᾳ, τὸ δὲ ἀπόγευμα θὰ ὁμιλήσουν οἱ κ. κ. Χρίστης, Σίντερ, Μακριόνης καὶ Μάριπως. xyxy=(719,546,913,619)
paragraph: — Δὲν ἔχω κανένα. xyxy=(306,1369,369,1379)
section-heading: Ἡ φωταγώγησις τῆς Ἀκροπόλεως xyxy=(748,339,884,350)
headline: ΤΟΥ ΠΡΙΓΚΗΠΟΣ ΑΝΔΡΕΟΥ xyxy=(1157,830,1293,841)
